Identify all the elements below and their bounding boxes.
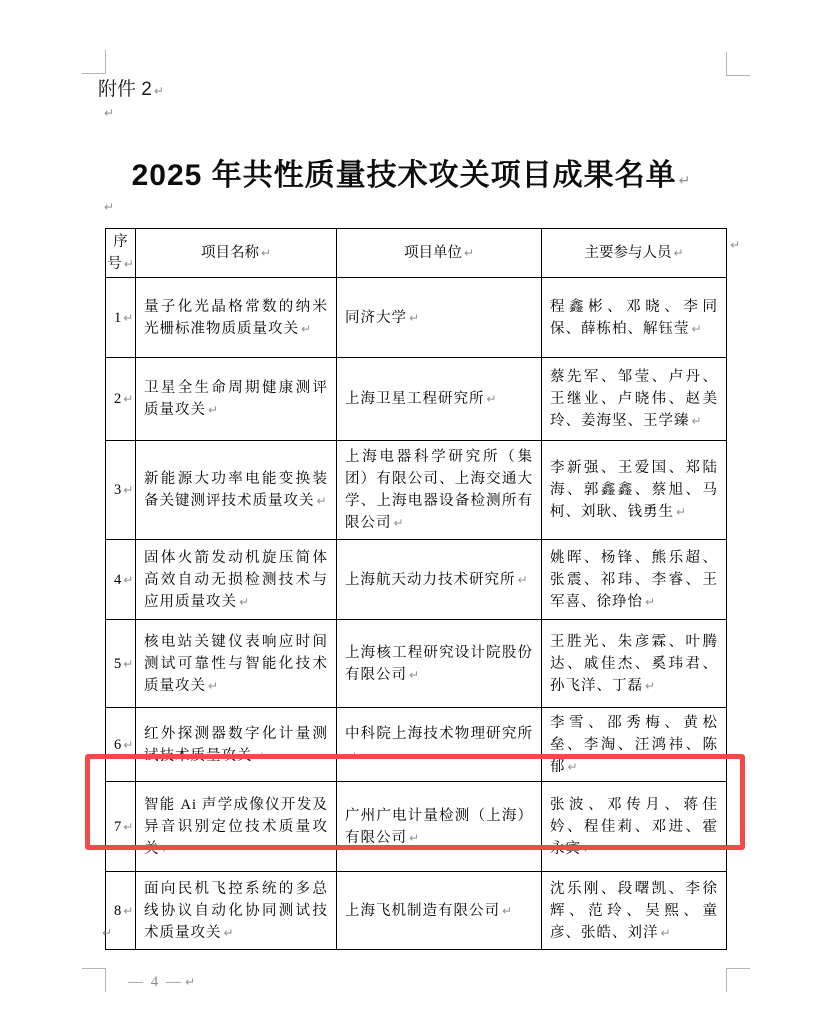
cell-mark-icon: ↵: [691, 414, 702, 428]
cell-mark-icon: ↵: [123, 572, 134, 587]
cell-project-unit: 上海电器科学研究所（集团）有限公司、上海交通大学、上海电器设备检测所有限公司 ↵: [337, 441, 542, 540]
cell-mark-icon: ↵: [583, 841, 594, 856]
document-title: 2025 年共性质量技术攻关项目成果名单: [131, 159, 677, 192]
cell-project-name: 核电站关键仪表响应时间测试可靠性与智能化技术质量攻关 ↵: [136, 620, 337, 708]
cell-mark-icon: ↵: [254, 748, 265, 763]
cell-participants: 程鑫彬、邓晓、李同保、薛栋柏、解钰莹 ↵: [542, 278, 727, 358]
table-row-highlighted: [106, 782, 727, 872]
attachment-label: 附件 2: [98, 79, 152, 100]
cell-mark-icon: ↵: [645, 678, 656, 693]
page-number: — 4 —: [128, 974, 183, 990]
cell-mark-icon: ↵: [123, 483, 134, 497]
cell-mark-icon: ↵: [123, 257, 134, 271]
cell-participants: 李新强、王爱国、郑陆海、郭鑫鑫、蔡旭、马柯、刘耿、钱勇生 ↵: [542, 441, 727, 540]
cell-no: 2 ↵: [106, 358, 136, 441]
header-project-name: 项目名称 ↵: [136, 229, 337, 278]
results-table: [105, 228, 727, 950]
cell-no: 6 ↵: [106, 708, 136, 782]
cell-project-unit: 上海航天动力技术研究所 ↵: [337, 540, 542, 620]
cell-mark-icon: ↵: [301, 321, 312, 336]
text-boundary-mark-bottom-right: [726, 968, 750, 992]
cell-mark-icon: ↵: [123, 737, 134, 752]
cell-no: 8 ↵: [106, 872, 136, 950]
page-number-line: [128, 974, 195, 991]
paragraph-mark-icon: ↵: [104, 200, 115, 214]
header-no: 序号 ↵: [106, 229, 136, 278]
paragraph-mark-icon: ↵: [678, 173, 691, 189]
cell-project-name: 新能源大功率电能变换装备关键测评技术质量攻关 ↵: [136, 441, 337, 540]
cell-project-unit: 上海飞机制造有限公司 ↵: [337, 872, 542, 950]
cell-project-unit: 广州广电计量检测（上海）有限公司 ↵: [337, 782, 542, 872]
cell-participants: 张波、邓传月、蒋佳妗、程佳莉、邓进、霍永宾 ↵: [542, 782, 727, 872]
text-boundary-mark-bottom-left: [82, 968, 106, 992]
cell-project-name: 固体火箭发动机旋压简体高效自动无损检测技术与应用质量攻关 ↵: [136, 540, 337, 620]
paragraph-mark-icon: ↵: [153, 84, 164, 98]
cell-mark-icon: ↵: [393, 516, 404, 530]
cell-mark-icon: ↵: [347, 748, 358, 763]
cell-project-name: 卫星全生命周期健康测评质量攻关 ↵: [136, 358, 337, 441]
table-row: [106, 358, 727, 441]
cell-project-name: 量子化光晶格常数的纳米光栅标准物质质量攻关 ↵: [136, 278, 337, 358]
table-row: [106, 872, 727, 950]
cell-mark-icon: ↵: [260, 246, 272, 260]
cell-participants: 蔡先军、邹莹、卢丹、王继业、卢晓伟、赵美玲、姜海坚、王学臻 ↵: [542, 358, 727, 441]
cell-mark-icon: ↵: [123, 310, 134, 325]
cell-no: 5 ↵: [106, 620, 136, 708]
cell-project-name: 红外探测器数字化计量测试技术质量攻关 ↵: [136, 708, 337, 782]
cell-project-unit: 同济大学 ↵: [337, 278, 542, 358]
header-participants: 主要参与人员 ↵: [542, 229, 727, 278]
cell-mark-icon: ↵: [123, 819, 134, 834]
table-row: [106, 278, 727, 358]
cell-no: 1 ↵: [106, 278, 136, 358]
cell-mark-icon: ↵: [161, 841, 172, 856]
cell-project-name: 智能 Ai 声学成像仪开发及异音识别定位技术质量攻关 ↵: [136, 782, 337, 872]
cell-mark-icon: ↵: [316, 494, 327, 508]
cell-mark-icon: ↵: [123, 392, 134, 406]
cell-mark-icon: ↵: [208, 678, 219, 693]
cell-project-unit: 中科院上海技术物理研究所↵: [337, 708, 542, 782]
table-row: [106, 708, 727, 782]
cell-no: 3 ↵: [106, 441, 136, 540]
cell-mark-icon: ↵: [673, 246, 684, 260]
cell-participants: 李雪、邵秀梅、黄松垒、李淘、汪鸿祎、陈郁 ↵: [542, 708, 727, 782]
cell-mark-icon: ↵: [409, 667, 420, 682]
cell-mark-icon: ↵: [239, 594, 250, 609]
cell-mark-icon: ↵: [502, 903, 513, 918]
text-boundary-mark-top-left: [82, 50, 106, 74]
table-row: [106, 441, 727, 540]
cell-mark-icon: ↵: [517, 572, 528, 587]
cell-participants: 王胜光、朱彦霖、叶腾达、戚佳杰、奚玮君、孙飞洋、丁磊 ↵: [542, 620, 727, 708]
cell-mark-icon: ↵: [409, 310, 420, 325]
cell-mark-icon: ↵: [463, 246, 475, 260]
cell-mark-icon: ↵: [691, 321, 702, 336]
table-row: [106, 620, 727, 708]
cell-no: 4 ↵: [106, 540, 136, 620]
document-title-line: [0, 150, 822, 194]
cell-mark-icon: ↵: [676, 505, 687, 519]
cell-mark-icon: ↵: [660, 925, 671, 940]
row-end-mark-icon: ↵: [730, 238, 741, 252]
cell-mark-icon: ↵: [208, 403, 219, 417]
cell-mark-icon: ↵: [223, 925, 234, 940]
cell-mark-icon: ↵: [123, 656, 134, 671]
cell-mark-icon: ↵: [409, 830, 420, 845]
table-header-row: [106, 229, 727, 278]
cell-project-name: 面向民机飞控系统的多总线协议自动化协同测试技术质量攻关 ↵: [136, 872, 337, 950]
cell-project-unit: 上海核工程研究设计院股份有限公司 ↵: [337, 620, 542, 708]
paragraph-mark-icon: ↵: [104, 106, 115, 120]
cell-project-unit: 上海卫星工程研究所 ↵: [337, 358, 542, 441]
cell-mark-icon: ↵: [645, 594, 656, 609]
cell-mark-icon: ↵: [567, 759, 578, 774]
cell-mark-icon: ↵: [486, 392, 497, 406]
cell-no: 7 ↵: [106, 782, 136, 872]
cell-participants: 沈乐刚、段曙凯、李徐辉、范玲、吴熙、童彦、张皓、刘洋 ↵: [542, 872, 727, 950]
attachment-label-line: [98, 74, 164, 101]
cell-participants: 姚晖、杨锋、熊乐超、张震、祁玮、李睿、王军喜、徐琤怡 ↵: [542, 540, 727, 620]
header-project-unit: 项目单位 ↵: [337, 229, 542, 278]
paragraph-mark-icon: ↵: [102, 926, 113, 940]
paragraph-mark-icon: ↵: [185, 975, 196, 989]
text-boundary-mark-top-right: [726, 52, 750, 76]
cell-mark-icon: ↵: [123, 903, 134, 918]
table-row: [106, 540, 727, 620]
